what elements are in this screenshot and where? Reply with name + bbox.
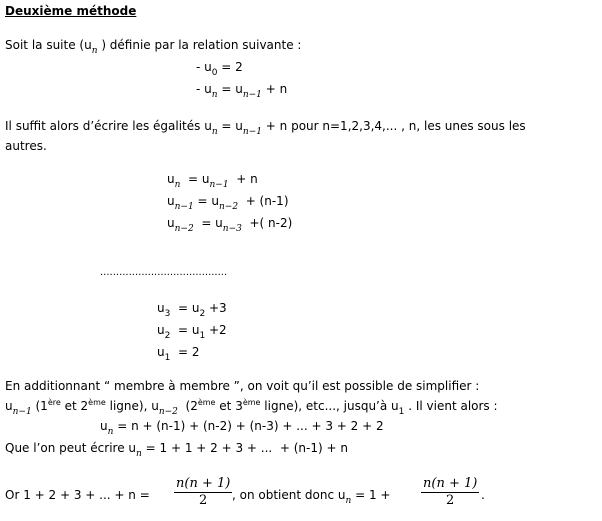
intro-text-1: Soit la suite (u: [5, 38, 92, 52]
equation-row: [157, 301, 227, 317]
a4-a: Que l’on peut écrire u: [5, 441, 137, 455]
def2-b: = u: [217, 82, 243, 96]
eq-sub1: 2: [164, 331, 171, 341]
intro-line: [5, 38, 301, 54]
fraction-1: [174, 476, 232, 509]
equation-row: [157, 345, 199, 361]
eq-rhs: + n: [228, 172, 258, 186]
paragraph-1-line-2: autres.: [5, 139, 47, 153]
final-period: .: [481, 488, 485, 502]
equation-row: [167, 216, 292, 232]
def1-a: - u: [196, 60, 212, 74]
a2-sup2: ème: [88, 398, 106, 407]
a3-s: n: [107, 427, 114, 437]
a2-f: et 3: [215, 399, 243, 413]
addition-line-4: [5, 441, 348, 457]
a3-a: u: [100, 419, 108, 433]
p1-sub1: n: [211, 127, 218, 137]
eq-rhs: +2: [205, 323, 227, 337]
eq-rhs: +3: [205, 301, 227, 315]
a2-sup3: ème: [197, 398, 216, 407]
a2-g: ligne), etc..., jusqu’à u: [260, 399, 399, 413]
a2-c: et 2: [60, 399, 89, 413]
eq-sub1: 1: [164, 353, 171, 363]
definition-line-1: [196, 60, 243, 76]
eq-sub2: 1: [199, 331, 206, 341]
final-text-b: [232, 488, 390, 504]
eq-equals: = u: [170, 301, 200, 315]
def2-sub2: n−1: [242, 90, 262, 100]
a4-s: n: [136, 449, 142, 459]
a2-s2: n−2: [158, 407, 178, 417]
p1-sub2: n−1: [242, 127, 262, 137]
definition-line-2: [196, 82, 287, 98]
p1-b: = u: [217, 119, 243, 133]
fraction-2: [421, 476, 479, 509]
ellipsis-row: ........................................: [100, 267, 228, 278]
eq-u: u: [167, 194, 175, 208]
eq-equals: = u: [193, 194, 219, 208]
def2-sub1: n: [211, 90, 218, 100]
a2-a: u: [5, 399, 13, 413]
eq-sub2: 2: [199, 309, 206, 319]
intro-text-2: ) définie par la relation suivante :: [97, 38, 302, 52]
eq-u: u: [157, 301, 165, 315]
eq-sub2: n−3: [222, 224, 242, 234]
eq-equals: = u: [193, 216, 223, 230]
a2-sup1: ère: [47, 398, 61, 407]
a2-d: ligne), u: [105, 399, 159, 413]
eq-u: u: [167, 216, 175, 230]
addition-line-3: [100, 419, 384, 435]
a4-b: = 1 + 1 + 2 + 3 + ... + (n-1) + n: [141, 441, 348, 455]
p1-a: Il suffit alors d’écrire les égalités u: [5, 119, 212, 133]
a2-s3: 1: [398, 407, 405, 417]
eq-sub2: n−2: [218, 202, 239, 212]
final-b: , on obtient donc u: [232, 488, 346, 502]
eq-rhs: +( n-2): [241, 216, 293, 230]
a2-s1: n−1: [12, 407, 32, 417]
p1-c: + n pour n=1,2,3,4,... , n, les unes sous les: [261, 119, 526, 133]
eq-sub1: 3: [164, 309, 171, 319]
eq-u: u: [167, 172, 175, 186]
final-c: = 1 +: [351, 488, 391, 502]
fraction-1-denominator: 2: [199, 493, 208, 508]
paragraph-1-line-1: [5, 119, 526, 135]
a3-b: = n + (n-1) + (n-2) + (n-3) + ... + 3 + 2 + 2: [113, 419, 384, 433]
equation-row: [167, 194, 289, 210]
a2-sup4: ème: [242, 398, 261, 407]
eq-sub1: n: [174, 180, 181, 190]
addition-line-1: En additionnant “ membre à membre ”, on voit qu’il est possible de simplifier :: [5, 379, 480, 393]
final-b-sub: n: [345, 496, 352, 506]
section-title: Deuxième méthode: [5, 4, 137, 18]
intro-sub: n: [91, 46, 98, 56]
eq-u: u: [157, 345, 165, 359]
fraction-2-denominator: 2: [446, 493, 455, 508]
eq-sub1: n−1: [174, 202, 194, 212]
eq-rhs: + (n-1): [238, 194, 289, 208]
a2-b: (1: [31, 399, 48, 413]
def1-sub: 0: [211, 68, 218, 78]
eq-equals: = 2: [170, 345, 200, 359]
eq-equals: = u: [170, 323, 200, 337]
final-text-a: Or 1 + 2 + 3 + ... + n =: [5, 488, 150, 502]
def2-c: + n: [261, 82, 288, 96]
addition-line-2: [5, 399, 498, 415]
fraction-1-numerator: n(n + 1): [176, 476, 231, 491]
a2-e: (2: [177, 399, 198, 413]
equation-row: [157, 323, 227, 339]
a2-h: . Il vient alors :: [404, 399, 498, 413]
def2-a: - u: [196, 82, 212, 96]
eq-u: u: [157, 323, 165, 337]
fraction-2-numerator: n(n + 1): [423, 476, 478, 491]
eq-equals: = u: [180, 172, 210, 186]
eq-sub2: n−1: [209, 180, 229, 190]
equation-row: [167, 172, 258, 188]
eq-sub1: n−2: [174, 224, 194, 234]
def1-b: = 2: [217, 60, 243, 74]
